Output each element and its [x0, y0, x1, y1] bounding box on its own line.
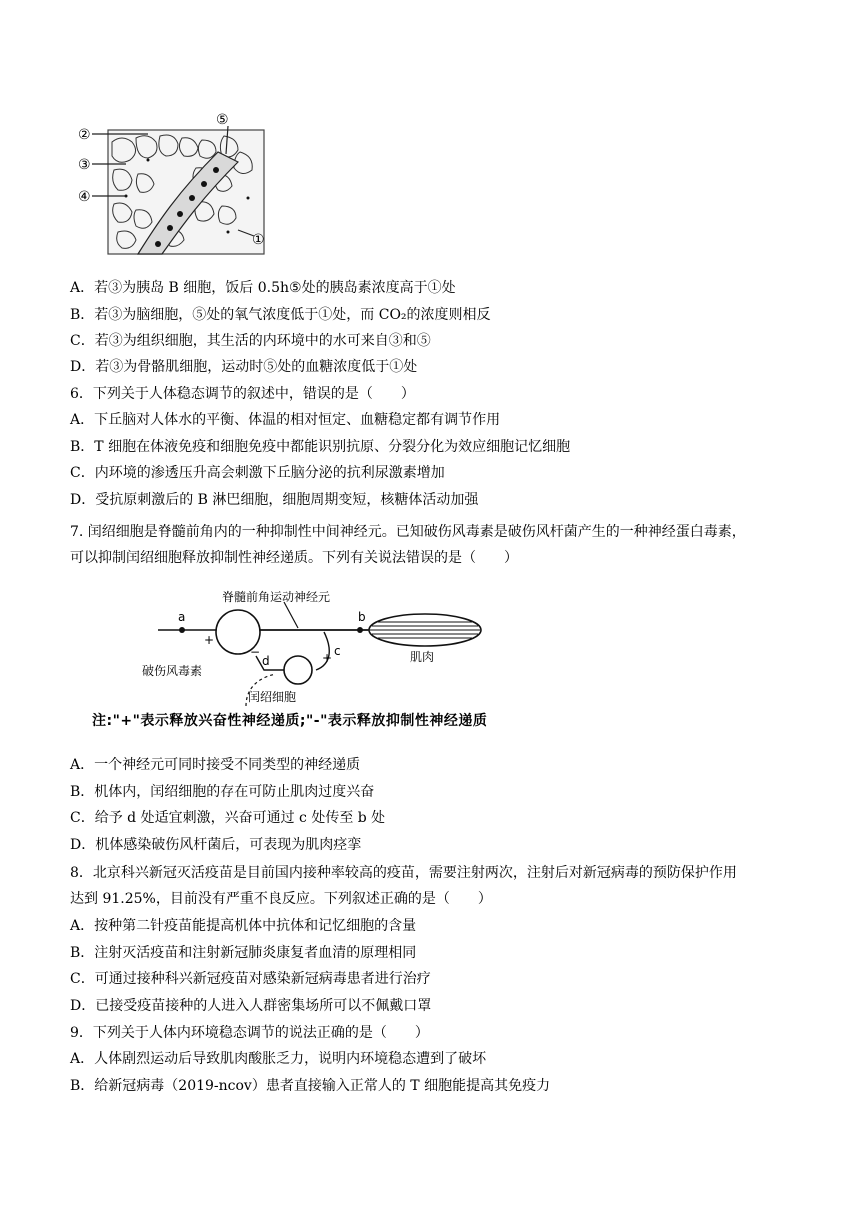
- motor-neuron-label: 脊髓前角运动神经元: [222, 590, 331, 604]
- q7-option-b: B．机体内，闰绍细胞的存在可防止肌肉过度兴奋: [70, 784, 375, 800]
- q7-option-c: C．给予 d 处适宜刺激，兴奋可通过 c 处传至 b 处: [70, 810, 386, 826]
- marker-2: ②: [78, 127, 91, 143]
- q6-option-b: B．T 细胞在体液免疫和细胞免疫中都能识别抗原、分裂分化为效应细胞记忆细胞: [70, 439, 571, 455]
- q9-option-a: A．人体剧烈运动后导致肌肉酸胀乏力，说明内环境稳态遭到了破坏: [70, 1051, 487, 1067]
- q5-option-c: C．若③为组织细胞，其生活的内环境中的水可来自③和⑤: [70, 333, 431, 349]
- q9-option-b: B．给新冠病毒（2019-ncov）患者直接输入正常人的 T 细胞能提高其免疫力: [70, 1078, 551, 1094]
- toxin-label: 破伤风毒素: [142, 664, 203, 678]
- q8-option-d: D．已接受疫苗接种的人进入人群密集场所可以不佩戴口罩: [70, 998, 432, 1014]
- muscle-label: 肌肉: [410, 650, 435, 664]
- q6-option-d: D．受抗原刺激后的 B 淋巴细胞，细胞周期变短，核糖体活动加强: [70, 492, 479, 508]
- point-c-label: c: [334, 644, 341, 658]
- marker-5: ⑤: [216, 112, 229, 128]
- q5-option-d: D．若③为骨骼肌细胞，运动时⑤处的血糖浓度低于①处: [70, 359, 418, 375]
- marker-4: ④: [78, 189, 91, 205]
- tissue-figure: [78, 112, 268, 262]
- point-a-label: a: [178, 610, 186, 624]
- renshaw-cell-label: 闰绍细胞: [248, 690, 297, 704]
- q5-option-a: A．若③为胰岛 B 细胞，饭后 0.5h⑤处的胰岛素浓度高于①处: [70, 280, 456, 296]
- q8-stem-line2: 达到 91.25%，目前没有严重不良反应。下列叙述正确的是（ ）: [70, 891, 492, 907]
- point-b-label: b: [358, 610, 366, 624]
- q6-option-c: C．内环境的渗透压升高会刺激下丘脑分泌的抗利尿激素增加: [70, 465, 445, 481]
- q8-option-c: C．可通过接种科兴新冠疫苗对感染新冠病毒患者进行治疗: [70, 971, 431, 987]
- marker-1: ①: [252, 232, 265, 248]
- q6-stem: 6．下列关于人体稳态调节的叙述中，错误的是（ ）: [70, 386, 415, 402]
- q7-option-a: A．一个神经元可同时接受不同类型的神经递质: [70, 757, 361, 773]
- figure-note: 注:"+"表示释放兴奋性神经递质;"-"表示释放抑制性神经递质: [92, 713, 488, 729]
- renshaw-diagram: [70, 586, 740, 706]
- q7-stem-line2: 可以抑制闰绍细胞释放抑制性神经递质。下列有关说法错误的是（ ）: [70, 550, 518, 566]
- minus-mark: −: [250, 645, 261, 659]
- q7-stem-line1: 7. 闰绍细胞是脊髓前角内的一种抑制性中间神经元。已知破伤风毒素是破伤风杆菌产生的一种神经蛋白毒素，: [70, 524, 746, 540]
- renshaw-figure: [70, 586, 740, 736]
- plus-mark-2: +: [322, 651, 333, 665]
- q8-option-b: B．注射灭活疫苗和注射新冠肺炎康复者血清的原理相同: [70, 945, 417, 961]
- q6-option-a: A．下丘脑对人体水的平衡、体温的相对恒定、血糖稳定都有调节作用: [70, 412, 501, 428]
- q5-option-b: B．若③为脑细胞，⑤处的氧气浓度低于①处，而 CO₂的浓度则相反: [70, 307, 491, 323]
- plus-mark-1: +: [204, 633, 215, 647]
- q8-stem-line1: 8．北京科兴新冠灭活疫苗是目前国内接种率较高的疫苗，需要注射两次，注射后对新冠病毒的预防保护作用: [70, 865, 737, 881]
- tissue-diagram: [78, 112, 268, 262]
- marker-3: ③: [78, 157, 91, 173]
- q7-option-d: D．机体感染破伤风杆菌后，可表现为肌肉痉挛: [70, 837, 362, 853]
- q9-stem: 9．下列关于人体内环境稳态调节的说法正确的是（ ）: [70, 1025, 429, 1041]
- point-d-label: d: [262, 654, 270, 668]
- q8-option-a: A．按种第二针疫苗能提高机体中抗体和记忆细胞的含量: [70, 918, 417, 934]
